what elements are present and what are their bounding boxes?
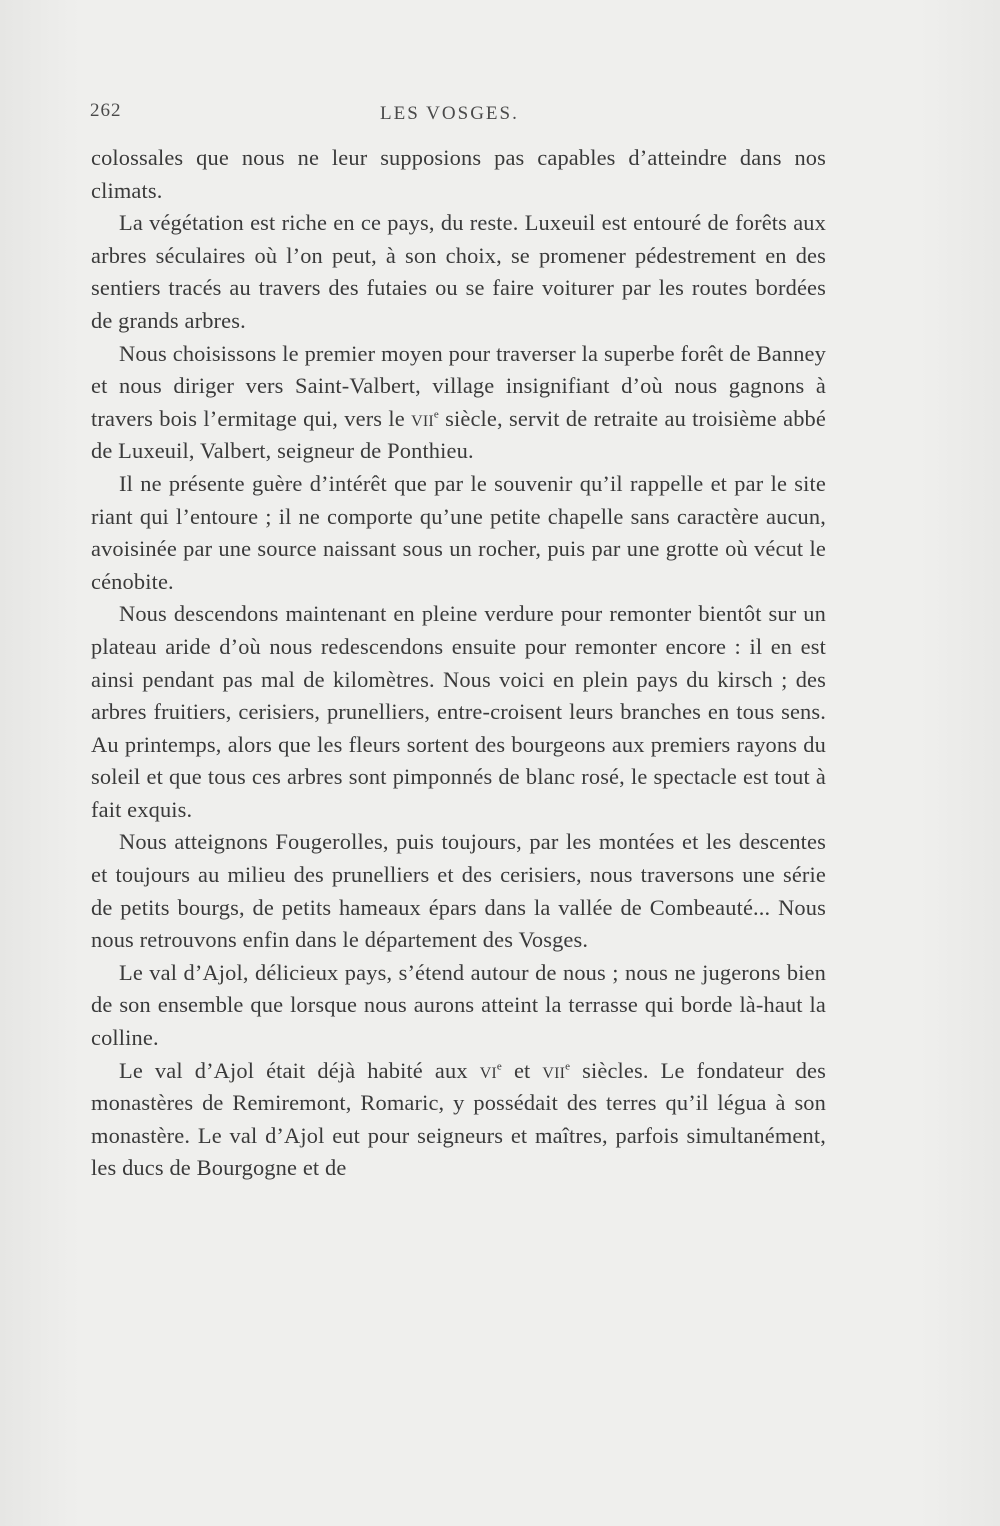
paragraph-8-part-b: siècles. Le fondateur des monastères de Remiremont, Romaric, y possédait des terres qu’il légua à son monastère. Le val d’Ajol eut pour seigneurs et maîtres, parfois simultanément, les ducs de Bourgogne et de bbox=[91, 1057, 826, 1181]
paragraph-8-mid: et bbox=[501, 1057, 543, 1083]
century-superscript-2: e bbox=[565, 1060, 571, 1073]
century-roman-1: vi bbox=[479, 1057, 497, 1083]
paragraph-7: Le val d’Ajol, délicieux pays, s’étend autour de nous ; nous ne jugerons bien de son ensemble que lorsque nous aurons atteint la terrasse qui borde là-haut la colline. bbox=[91, 959, 826, 1051]
page-header bbox=[90, 100, 825, 130]
century-roman-2: vii bbox=[542, 1057, 566, 1083]
paragraph-5: Nous descendons maintenant en pleine verdure pour remonter bientôt sur un plateau aride d’où nous redescendons ensuite pour remonter encore : il en est ainsi pendant pas mal de kilomètres. Nous voici en plein pays du kirsch ; des arbres fruitiers, cerisiers, prunelliers, entre-croisent leurs branches en tous sens. Au printemps, alors que les fleurs sortent des bourgeons aux premiers rayons du soleil et que tous ces arbres sont pimponnés de blanc rosé, le spectacle est tout à fait exquis. bbox=[91, 601, 826, 822]
paragraph-8-part-a: Le val d’Ajol était déjà habité aux bbox=[119, 1057, 480, 1083]
paragraph-6: Nous atteignons Fougerolles, puis toujours, par les montées et les descentes et toujours au milieu des prunelliers et des cerisiers, nous traversons une série de petits bourgs, de petits hameaux épars dans la vallée de Combeauté... Nous nous retrouvons enfin dans le département des Vosges. bbox=[91, 829, 826, 953]
century-superscript: e bbox=[433, 408, 439, 421]
century-roman: vii bbox=[411, 405, 434, 431]
body-text bbox=[91, 142, 826, 1185]
paragraph-1: colossales que nous ne leur supposions pas capables d’atteindre dans nos climats. bbox=[91, 145, 826, 203]
paragraph-4: Il ne présente guère d’intérêt que par le souvenir qu’il rappelle et par le site riant qui l’entoure ; il ne comporte qu’une petite chapelle sans caractère aucun, avoisinée par une source naissant sous un rocher, puis par une grotte où vécut le cénobite. bbox=[91, 470, 826, 594]
paragraph-3 bbox=[91, 338, 826, 468]
paragraph-3-part-a: Nous choisissons le premier moyen pour traverser la superbe forêt de Banney et nous diriger vers Saint-Valbert, village insignifiant d’où nous gagnons à travers bois l’ermitage qui, vers le bbox=[91, 340, 826, 431]
page-number: 262 bbox=[90, 100, 122, 121]
running-head: LES VOSGES. bbox=[380, 103, 519, 124]
paragraph-2: La végétation est riche en ce pays, du reste. Luxeuil est entouré de forêts aux arbres séculaires où l’on peut, à son choix, se promener pédestrement en des sentiers tracés au travers des futaies ou se faire voiturer par les routes bordées de grands arbres. bbox=[91, 210, 826, 333]
century-superscript-1: e bbox=[496, 1060, 502, 1073]
paragraph-3-part-b: siècle, servit de retraite au troisième abbé de Luxeuil, Valbert, seigneur de Ponthieu. bbox=[91, 405, 826, 464]
paragraph-8 bbox=[91, 1055, 826, 1185]
